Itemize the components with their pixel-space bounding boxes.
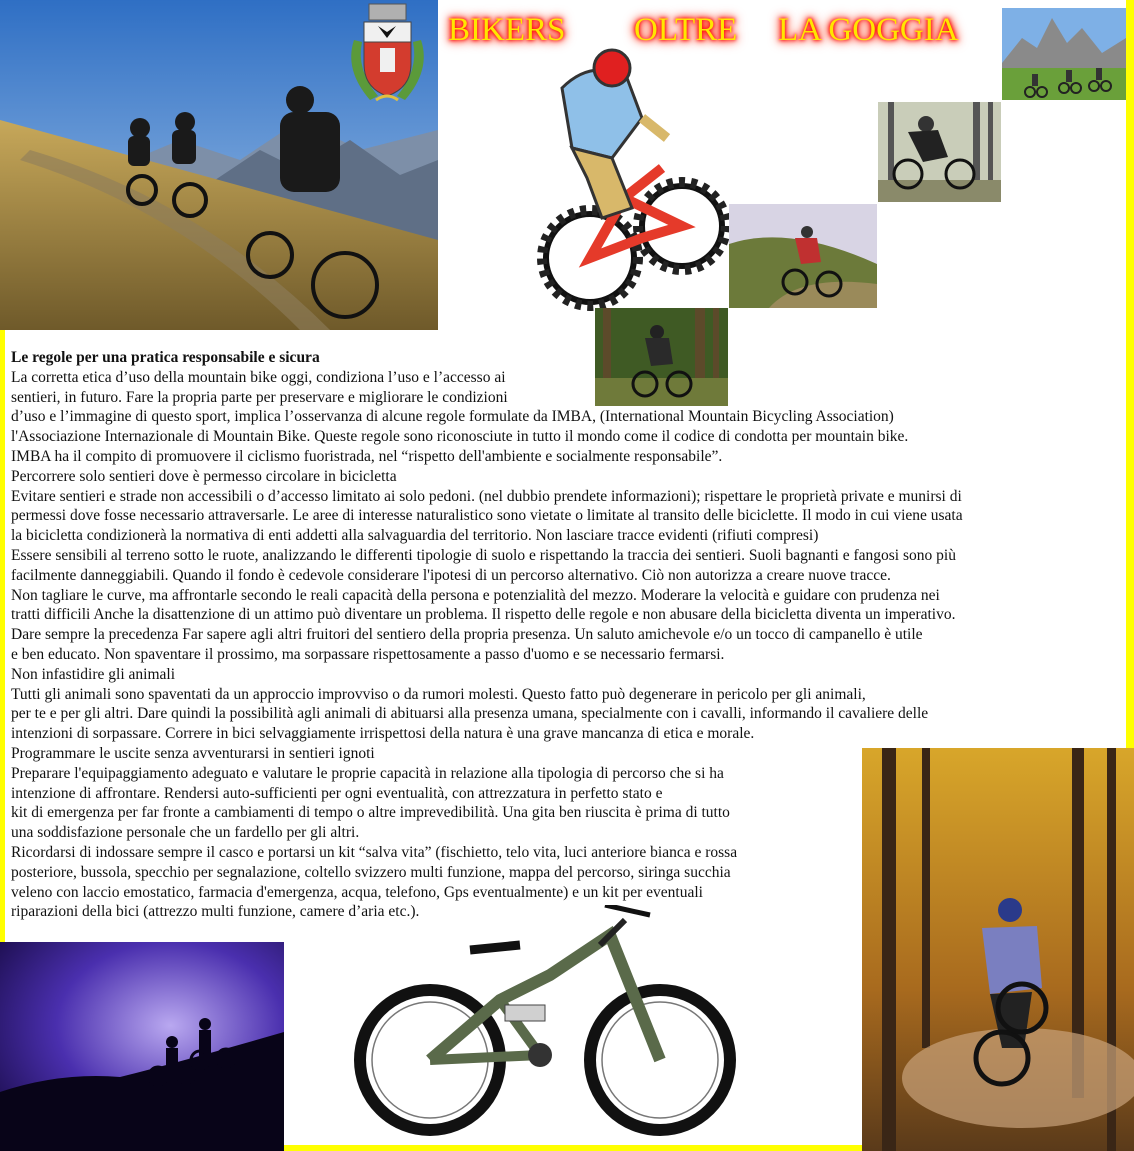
article-line: l'Associazione Internazionale di Mountain Bike. Queste regole sono riconosciute in tutto il mondo come il codice di condotta per mountain bike. (11, 428, 909, 446)
frame-left-border (0, 330, 5, 942)
article-title: Le regole per una pratica responsabile e sicura (11, 349, 320, 366)
coat-of-arms-icon (340, 0, 435, 112)
article-line: permessi dove fosse necessario attraversarle. Le aree di interesse naturalistico sono vietate o limitate al transito delle biciclette. Il modo in cui viene usata (11, 507, 963, 525)
article-line: tratti difficili Anche la disattenzione di un attimo può diventare un problema. Il rispetto delle regole e non abusare della bicicletta diventa un imperativo. (11, 606, 956, 624)
article-line: riparazioni della bici (attrezzo multi funzione, camere d’aria etc.). (11, 903, 420, 921)
autumn-rider-photo (862, 748, 1134, 1151)
green-bike-photo (350, 905, 740, 1145)
article-line: Programmare le uscite senza avventurarsi in sentieri ignoti (11, 744, 375, 762)
article-line: kit di emergenza per far fronte a cambiamenti di tempo o altre imprevedibilità. Una gita ben riuscita è prima di tutto (11, 804, 730, 822)
article-line: intenzione di affrontare. Rendersi auto-sufficienti per ogni eventualità, con attrezzatura in perfetto stato e (11, 784, 663, 802)
article-line: per te e per gli altri. Dare quindi la possibilità agli animali di abituarsi alla presenza umana, specialmente con i cavalli, informando il cavaliere delle (11, 705, 929, 723)
article-line: Percorrere solo sentieri dove è permesso circolare in bicicletta (11, 467, 397, 485)
article-line: una soddisfazione personale che un fardello per gli altri. (11, 824, 360, 842)
article-line: sentieri, in futuro. Fare la propria parte per preservare e migliorare le condizioni (11, 388, 508, 406)
night-silhouette-photo (0, 942, 284, 1151)
article-line: Evitare sentieri e strade non accessibili o d’accesso limitato ai solo pedoni. (nel dubbio prendete informazioni); rispettare le proprietà private e munirsi di (11, 487, 962, 505)
frame-right-border (1126, 0, 1134, 748)
title-word-la-goggia: LA GOGGIA (778, 12, 959, 48)
article-line: Non tagliare le curve, ma affrontarle secondo le reali capacità della persona e potenzialità del mezzo. Moderare la velocità e guidare con prudenza nei (11, 586, 940, 604)
article-line: veleno con laccio emostatico, farmacia d'emergenza, acqua, telefono, Gps eventualmente) e un kit per eventuali (11, 883, 703, 901)
article-line: Essere sensibili al terreno sotto le ruote, analizzando le differenti tipologie di suolo e rispettando la traccia dei sentieri. Suoli bagnanti e fangosi sono più (11, 546, 956, 564)
article-line: la bicicletta condizionerà la normativa di enti addetti alla salvaguardia del territorio. Non lasciare tracce evidenti (rifiuti compresi) (11, 527, 819, 545)
article-line: Ricordarsi di indossare sempre il casco e portarsi un kit “salva vita” (fischietto, telo vita, luci anteriore bianca e rossa (11, 843, 738, 861)
article-line: facilmente danneggiabili. Quando il fondo è cedevole considerare l'ipotesi di un percorso alternativo. Ciò non autorizza a creare nuove tracce. (11, 566, 891, 584)
article-line: Tutti gli animali sono spaventati da un approccio improvviso o da rumori molesti. Questo fatto può degenerare in pericolo per gli animali, (11, 685, 866, 703)
embroidered-biker-icon (532, 48, 732, 312)
article-line: Dare sempre la precedenza Far sapere agli altri fruitori del sentiero della propria presenza. Un saluto amichevole e/o un tocco di campanello è utile (11, 626, 923, 644)
frame-bottom-border (284, 1145, 862, 1151)
title-word-bikers: BIKERS (448, 12, 566, 48)
article-line: Non infastidire gli animali (11, 665, 176, 683)
article-line: IMBA ha il compito di promuovere il ciclismo fuoristrada, nel “rispetto dell'ambiente e socialmente responsabile”. (11, 447, 723, 465)
hill-rider-photo (729, 204, 877, 308)
title-word-oltre: OLTRE (634, 12, 738, 48)
article-line: intenzioni di sorpassare. Correre in bici selvaggiamente irrispettosi della natura è una grave mancanza di etica e morale. (11, 725, 755, 743)
article-line: La corretta etica d’uso della mountain bike oggi, condiziona l’uso e l’accesso ai (11, 368, 506, 386)
article-line: posteriore, bussola, specchio per segnalazione, coltello svizzero multi funzione, mappa del percorso, siringa succhia (11, 863, 731, 881)
dolomites-riders-photo (1002, 8, 1126, 100)
article-line: Preparare l'equipaggiamento adeguato e valutare le proprie capacità in relazione alla tipologia di percorso che si ha (11, 764, 724, 782)
article-line: d’uso e l’immagine di questo sport, implica l’osservanza di alcune regole formulate da IMBA, (International Mountain Bicycling Association) (11, 408, 894, 426)
forest-rider-photo (878, 102, 1001, 202)
article-line: e ben educato. Non spaventare il prossimo, ma sorpassare rispettosamente a passo d'uomo e se necessario fermarsi. (11, 645, 725, 663)
